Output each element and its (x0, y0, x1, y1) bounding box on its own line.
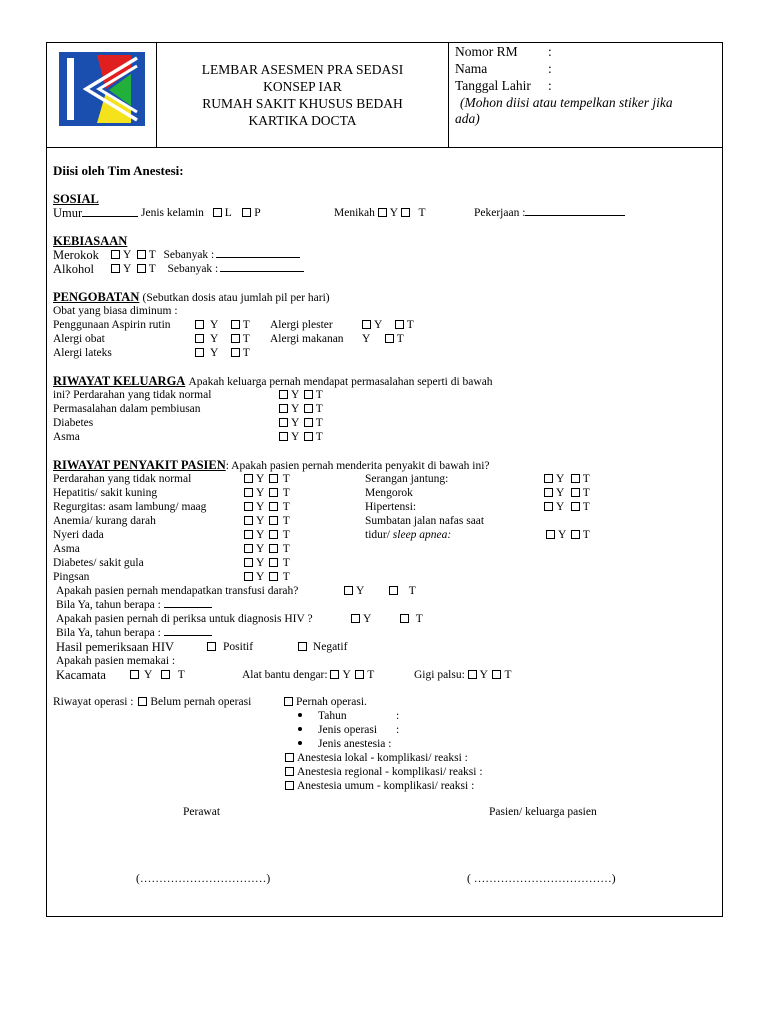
anestesia-umum-label: Anestesia umum - komplikasi/ reaksi : (297, 780, 475, 792)
mengorok-y-checkbox[interactable] (544, 488, 553, 497)
pengobatan-heading-row (53, 290, 330, 305)
aspirin-y-checkbox[interactable] (195, 320, 204, 329)
penyakit-pingsan-options (244, 571, 290, 583)
penyakit-diabetes-t-checkbox[interactable] (269, 558, 278, 567)
riwayat-keluarga-heading: RIWAYAT KELUARGA (53, 374, 186, 388)
intro-heading: Diisi oleh Tim Anestesi: (53, 163, 184, 178)
nomor-rm-label: Nomor RM (455, 44, 518, 59)
keluarga-pembiusan-y-checkbox[interactable] (279, 404, 288, 413)
hiv-tahun-label: Bila Ya, tahun berapa : (56, 627, 161, 639)
transfusi-t-checkbox[interactable] (389, 586, 398, 595)
umur-row (53, 206, 138, 221)
hiv-t-checkbox[interactable] (400, 614, 409, 623)
hasil-hiv-options (207, 641, 347, 653)
alergi-plester-y-label: Y (374, 319, 382, 331)
t-label: T (282, 571, 290, 583)
anestesia-lokal-row (285, 752, 468, 764)
kacamata-options (130, 669, 185, 681)
jenis-anestesia-label: Jenis anestesia : (318, 738, 392, 750)
nomor-rm-colon: : (548, 44, 552, 59)
sex-l-checkbox[interactable] (213, 208, 222, 217)
pernah-operasi-label: Pernah operasi. (296, 696, 367, 708)
riwayat-penyakit-heading: RIWAYAT PENYAKIT PASIEN (53, 458, 226, 472)
y-label: Y (256, 543, 264, 555)
keluarga-pembiusan-t-checkbox[interactable] (304, 404, 313, 413)
y-label: Y (256, 473, 264, 485)
jenis-anestesia-row (298, 738, 391, 750)
alat-bantu-dengar-row (242, 669, 374, 681)
sticker-note-line1: (Mohon diisi atau tempelkan stiker jika (460, 95, 673, 110)
header-divider (46, 147, 723, 148)
alergi-plester-label: Alergi plester (270, 319, 333, 331)
penyakit-anemia-y-checkbox[interactable] (244, 516, 253, 525)
keluarga-diabetes-y-checkbox[interactable] (279, 418, 288, 427)
penyakit-perdarahan-y-checkbox[interactable] (244, 474, 253, 483)
anestesia-umum-checkbox[interactable] (285, 781, 294, 790)
penyakit-asma-label: Asma (53, 543, 80, 555)
merokok-y-label: Y (123, 249, 131, 261)
alergi-plester-y-checkbox[interactable] (362, 320, 371, 329)
alkohol-t-checkbox[interactable] (137, 264, 146, 273)
sosial-heading: SOSIAL (53, 192, 99, 206)
alergi-makanan-t-label: T (396, 333, 404, 345)
alergi-obat-t-label: T (242, 333, 250, 345)
t-label: T (282, 501, 290, 513)
penyakit-mengorok-options (544, 487, 590, 499)
keluarga-perdarahan-label: ini? Perdarahan yang tidak normal (53, 389, 212, 401)
penyakit-hepatitis-options (244, 487, 290, 499)
y-label: Y (556, 501, 564, 513)
t-label: T (282, 543, 290, 555)
menikah-row (334, 207, 426, 219)
t-label: T (582, 473, 590, 485)
penyakit-pingsan-t-checkbox[interactable] (269, 572, 278, 581)
jenis-kelamin-row (141, 207, 261, 219)
keluarga-diabetes-options (279, 417, 323, 429)
pernah-operasi-row (284, 696, 367, 708)
alergi-lateks-options (195, 347, 250, 359)
merokok-sebanyak-label: Sebanyak : (163, 249, 215, 261)
serangan-jantung-t-checkbox[interactable] (571, 474, 580, 483)
tahun-label: Tahun (318, 710, 347, 722)
jenis-operasi-label: Jenis operasi (318, 724, 378, 736)
mengorok-t-checkbox[interactable] (571, 488, 580, 497)
hiv-negatif-label: Negatif (312, 641, 348, 653)
penyakit-diabetes-options (244, 557, 290, 569)
gigi-palsu-t-checkbox[interactable] (492, 670, 501, 679)
gigi-palsu-row (414, 669, 511, 681)
t-label: T (582, 529, 590, 541)
penyakit-hipertensi-label: Hipertensi: (365, 501, 417, 513)
anestesia-regional-label: Anestesia regional - komplikasi/ reaksi : (297, 766, 483, 778)
t-label: T (315, 389, 323, 401)
form-title-line1: LEMBAR ASESMEN PRA SEDASI (201, 62, 404, 77)
penyakit-serangan-jantung-label: Serangan jantung: (365, 473, 449, 485)
anestesia-regional-row (285, 766, 483, 778)
penyakit-nyeri-dada-label: Nyeri dada (53, 529, 104, 541)
y-label: Y (558, 529, 566, 541)
penyakit-serangan-jantung-options (544, 473, 590, 485)
pekerjaan-row (474, 207, 625, 219)
merokok-sebanyak-field[interactable] (216, 257, 300, 258)
hiv-question: Apakah pasien pernah di periksa untuk diagnosis HIV ? (56, 613, 313, 625)
y-label: Y (256, 571, 264, 583)
alergi-makanan-t-checkbox[interactable] (385, 334, 394, 343)
riwayat-penyakit-question: : Apakah pasien pernah menderita penyakit di bawah ini? (225, 460, 490, 472)
jenis-kelamin-label: Jenis kelamin (141, 207, 204, 219)
anestesia-lokal-checkbox[interactable] (285, 753, 294, 762)
alergi-lateks-y-checkbox[interactable] (195, 348, 204, 357)
alergi-plester-options (362, 319, 414, 331)
alkohol-y-label: Y (123, 263, 131, 275)
anestesia-regional-checkbox[interactable] (285, 767, 294, 776)
anestesia-lokal-label: Anestesia lokal - komplikasi/ reaksi : (297, 752, 468, 764)
t-label: T (282, 473, 290, 485)
keluarga-item-pembiusan: Permasalahan dalam pembiusan (53, 403, 201, 415)
transfusi-question: Apakah pasien pernah mendapatkan transfusi darah? (56, 585, 299, 597)
alat-bantu-t-checkbox[interactable] (355, 670, 364, 679)
penyakit-sleep-apnea-options (546, 529, 590, 541)
hospital-logo (59, 52, 145, 126)
y-label: Y (256, 557, 264, 569)
penyakit-hepatitis-label: Hepatitis/ sakit kuning (53, 487, 158, 499)
alergi-plester-t-label: T (406, 319, 414, 331)
kacamata-label: Kacamata (56, 668, 106, 682)
perawat-label: Perawat (183, 806, 221, 818)
sumbatan-tidur-label: tidur/ (365, 529, 390, 541)
gigi-palsu-y-checkbox[interactable] (468, 670, 477, 679)
umur-label: Umur (53, 206, 83, 220)
pasien-keluarga-label: Pasien/ keluarga pasien (489, 806, 597, 818)
penyakit-regurgitas-y-checkbox[interactable] (244, 502, 253, 511)
bullet-icon (298, 713, 302, 717)
y-label: Y (291, 431, 299, 443)
kacamata-t-checkbox[interactable] (161, 670, 170, 679)
penyakit-asma-y-checkbox[interactable] (244, 544, 253, 553)
merokok-t-label: T (148, 249, 156, 261)
belum-operasi-checkbox[interactable] (138, 697, 147, 706)
penyakit-diabetes-label: Diabetes/ sakit gula (53, 557, 144, 569)
menikah-y-label: Y (389, 207, 398, 219)
pengobatan-subtitle: (Sebutkan dosis atau jumlah pil per hari) (142, 292, 330, 304)
y-label: Y (256, 515, 264, 527)
penyakit-hepatitis-t-checkbox[interactable] (269, 488, 278, 497)
alergi-makanan-y-label: Y (362, 333, 370, 345)
riwayat-keluarga-heading-row (53, 374, 493, 389)
riwayat-keluarga-question: Apakah keluarga pernah mendapat permasalahan seperti di bawah (188, 376, 493, 388)
perawat-signature-field[interactable]: (……………………………) (136, 873, 271, 885)
sex-l-label: L (224, 207, 232, 219)
tanggal-lahir-colon: : (548, 78, 552, 93)
alergi-obat-label: Alergi obat (53, 333, 105, 345)
aspirin-y-label: Y (210, 319, 218, 331)
transfusi-tahun-label: Bila Ya, tahun berapa : (56, 599, 161, 611)
penyakit-nyeri-dada-options (244, 529, 290, 541)
t-label: T (582, 487, 590, 499)
nama-label: Nama (455, 61, 488, 76)
penyakit-pingsan-y-checkbox[interactable] (244, 572, 253, 581)
tahun-colon: : (396, 710, 400, 722)
penyakit-diabetes-y-checkbox[interactable] (244, 558, 253, 567)
merokok-t-checkbox[interactable] (137, 250, 146, 259)
penyakit-hepatitis-y-checkbox[interactable] (244, 488, 253, 497)
penyakit-regurgitas-options (244, 501, 290, 513)
serangan-jantung-y-checkbox[interactable] (544, 474, 553, 483)
sticker-note-line2: ada) (455, 111, 480, 126)
hiv-tahun-field[interactable] (164, 635, 212, 636)
y-label: Y (356, 585, 364, 597)
alergi-plester-t-checkbox[interactable] (395, 320, 404, 329)
hiv-options (351, 613, 423, 625)
hipertensi-t-checkbox[interactable] (571, 502, 580, 511)
penyakit-mengorok-label: Mengorok (365, 487, 413, 499)
hipertensi-y-checkbox[interactable] (544, 502, 553, 511)
alergi-lateks-t-label: T (242, 347, 250, 359)
alkohol-t-label: T (148, 263, 156, 275)
alkohol-y-checkbox[interactable] (111, 264, 120, 273)
keluarga-item-diabetes: Diabetes (53, 417, 94, 429)
penyakit-perdarahan-t-checkbox[interactable] (269, 474, 278, 483)
sleep-apnea-t-checkbox[interactable] (571, 530, 580, 539)
alergi-makanan-label: Alergi makanan (270, 333, 344, 345)
menikah-y-checkbox[interactable] (378, 208, 387, 217)
y-label: Y (556, 487, 564, 499)
alergi-obat-t-checkbox[interactable] (231, 334, 240, 343)
keluarga-perdarahan-y-checkbox[interactable] (279, 390, 288, 399)
merokok-label: Merokok (53, 248, 99, 262)
t-label: T (408, 585, 416, 597)
alkohol-sebanyak-field[interactable] (220, 271, 304, 272)
keluarga-asma-options (279, 431, 323, 443)
pekerjaan-field[interactable] (525, 215, 625, 216)
t-label: T (504, 669, 512, 681)
penyakit-regurgitas-t-checkbox[interactable] (269, 502, 278, 511)
hasil-hiv-label: Hasil pemeriksaan HIV (56, 640, 175, 654)
y-label: Y (256, 487, 264, 499)
alat-bantu-y-checkbox[interactable] (330, 670, 339, 679)
aspirin-t-label: T (242, 319, 250, 331)
alat-bantu-dengar-label: Alat bantu dengar: (242, 669, 328, 681)
alergi-obat-y-checkbox[interactable] (195, 334, 204, 343)
y-label: Y (291, 403, 299, 415)
alergi-lateks-t-checkbox[interactable] (231, 348, 240, 357)
hiv-negatif-checkbox[interactable] (298, 642, 307, 651)
keluarga-asma-t-checkbox[interactable] (304, 432, 313, 441)
keluarga-item-asma: Asma (53, 431, 80, 443)
hiv-tahun-row (56, 627, 212, 639)
nama-colon: : (548, 61, 552, 76)
alkohol-label: Alkohol (53, 262, 94, 276)
keluarga-perdarahan-t-checkbox[interactable] (304, 390, 313, 399)
t-label: T (315, 403, 323, 415)
bullet-icon (298, 727, 302, 731)
gigi-palsu-label: Gigi palsu: (414, 669, 465, 681)
kebiasaan-heading: KEBIASAAN (53, 234, 128, 248)
y-label: Y (144, 669, 152, 681)
bullet-icon (298, 741, 302, 745)
jenis-operasi-colon: : (396, 724, 400, 736)
penyakit-pingsan-label: Pingsan (53, 571, 90, 583)
merokok-y-checkbox[interactable] (111, 250, 120, 259)
penyakit-regurgitas-label: Regurgitas: asam lambung/ maag (53, 501, 207, 513)
transfusi-y-checkbox[interactable] (344, 586, 353, 595)
alergi-obat-y-label: Y (210, 333, 218, 345)
hospital-name-line2: KARTIKA DOCTA (248, 113, 357, 128)
t-label: T (282, 487, 290, 499)
hospital-name-line1: RUMAH SAKIT KHUSUS BEDAH (202, 96, 403, 111)
t-label: T (415, 613, 423, 625)
y-label: Y (256, 529, 264, 541)
keluarga-pembiusan-options (279, 403, 323, 415)
pasien-signature-field[interactable]: ( ………………………………) (467, 873, 616, 885)
riwayat-operasi-row (53, 696, 251, 708)
pengobatan-heading: PENGOBATAN (53, 290, 140, 304)
penyakit-anemia-label: Anemia/ kurang darah (53, 515, 156, 527)
sleep-apnea-y-checkbox[interactable] (546, 530, 555, 539)
penyakit-sumbatan-label-line2 (365, 529, 451, 541)
y-label: Y (479, 669, 488, 681)
t-label: T (282, 529, 290, 541)
penyakit-anemia-t-checkbox[interactable] (269, 516, 278, 525)
hiv-positif-checkbox[interactable] (207, 642, 216, 651)
transfusi-options (344, 585, 416, 597)
tanggal-lahir-label: Tanggal Lahir (455, 78, 531, 93)
sex-p-checkbox[interactable] (242, 208, 251, 217)
y-label: Y (342, 669, 351, 681)
hiv-positif-label: Positif (223, 641, 254, 653)
y-label: Y (291, 417, 299, 429)
kacamata-y-checkbox[interactable] (130, 670, 139, 679)
aspirin-label: Penggunaan Aspirin rutin (53, 319, 171, 331)
aspirin-options (195, 319, 250, 331)
merokok-options (111, 249, 300, 261)
umur-field[interactable] (82, 216, 138, 217)
t-label: T (282, 557, 290, 569)
belum-operasi-label: Belum pernah operasi (150, 696, 252, 708)
alergi-obat-options (195, 333, 250, 345)
y-label: Y (556, 473, 564, 485)
logo-divider (156, 42, 157, 148)
penyakit-hipertensi-options (544, 501, 590, 513)
penyakit-sumbatan-label-line1: Sumbatan jalan nafas saat (365, 515, 485, 527)
menikah-t-checkbox[interactable] (401, 208, 410, 217)
alergi-lateks-label: Alergi lateks (53, 347, 112, 359)
t-label: T (582, 501, 590, 513)
t-label: T (282, 515, 290, 527)
penyakit-perdarahan-options (244, 473, 290, 485)
memakai-label: Apakah pasien memakai : (56, 655, 176, 667)
jenis-operasi-row (298, 724, 377, 736)
t-label: T (315, 417, 323, 429)
y-label: Y (256, 501, 264, 513)
transfusi-tahun-field[interactable] (164, 607, 212, 608)
t-label: T (367, 669, 375, 681)
penyakit-anemia-options (244, 515, 290, 527)
tahun-row (298, 710, 347, 722)
anestesia-umum-row (285, 780, 474, 792)
alergi-makanan-options (362, 333, 404, 345)
pekerjaan-label: Pekerjaan : (474, 207, 526, 219)
sex-p-label: P (254, 207, 261, 219)
menikah-label: Menikah (334, 207, 375, 219)
penyakit-nyeri-dada-t-checkbox[interactable] (269, 530, 278, 539)
penyakit-nyeri-dada-y-checkbox[interactable] (244, 530, 253, 539)
t-label: T (177, 669, 185, 681)
alkohol-options (111, 263, 304, 275)
hiv-y-checkbox[interactable] (351, 614, 360, 623)
penyakit-asma-t-checkbox[interactable] (269, 544, 278, 553)
y-label: Y (291, 389, 299, 401)
riwayat-operasi-label: Riwayat operasi : (53, 696, 134, 708)
obat-label: Obat yang biasa diminum : (53, 305, 178, 317)
y-label: Y (363, 613, 371, 625)
alkohol-sebanyak-label: Sebanyak : (167, 263, 219, 275)
transfusi-tahun-row (56, 599, 212, 611)
aspirin-t-checkbox[interactable] (231, 320, 240, 329)
penyakit-perdarahan-label: Perdarahan yang tidak normal (53, 473, 192, 485)
alergi-lateks-y-label: Y (210, 347, 218, 359)
menikah-t-label: T (418, 207, 426, 219)
keluarga-perdarahan-options (279, 389, 323, 401)
patient-info-divider (448, 42, 449, 148)
riwayat-penyakit-heading-row (53, 458, 490, 473)
t-label: T (315, 431, 323, 443)
pernah-operasi-checkbox[interactable] (284, 697, 293, 706)
keluarga-diabetes-t-checkbox[interactable] (304, 418, 313, 427)
sleep-apnea-label: sleep apnea: (392, 529, 452, 541)
penyakit-asma-options (244, 543, 290, 555)
form-title-line2: KONSEP IAR (263, 79, 342, 94)
keluarga-asma-y-checkbox[interactable] (279, 432, 288, 441)
